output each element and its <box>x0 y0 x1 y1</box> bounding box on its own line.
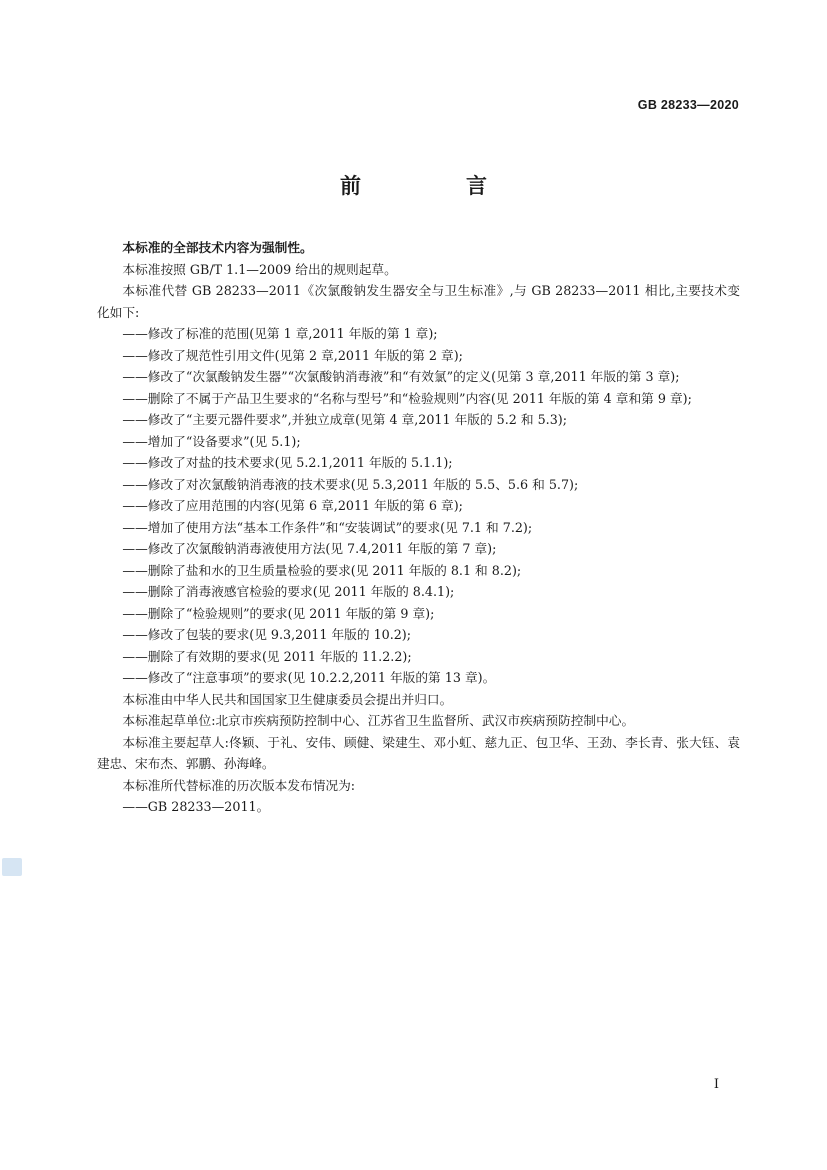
change-item-13: ——删除了消毒液感官检验的要求(见 2011 年版的 8.4.1); <box>122 584 455 599</box>
page-number: I <box>713 1077 719 1092</box>
replacement-paragraph: 本标准代替 GB 28233—2011《次氯酸钠发生器安全与卫生标准》,与 GB 28233—2011 相比,主要技术变化如下: <box>97 283 740 320</box>
change-item-7: ——修改了对盐的技术要求(见 5.2.1,2011 年版的 5.1.1); <box>122 455 453 470</box>
drafting-rules-paragraph: 本标准按照 GB/T 1.1—2009 给出的规则起草。 <box>122 261 397 277</box>
change-item-14: ——删除了“检验规则”的要求(见 2011 年版的第 9 章); <box>122 605 435 621</box>
drafters-paragraph: 本标准主要起草人:佟颖、于礼、安伟、顾健、梁建生、邓小虹、慈九正、包卫华、王劲、李长青、张大钰、袁建忠、宋布杰、郭鹏、孙海峰。 <box>97 734 740 771</box>
changes-list <box>97 323 740 689</box>
watermark-stamp <box>2 858 22 876</box>
change-item-15: ——修改了包装的要求(见 9.3,2011 年版的 10.2); <box>122 627 412 642</box>
foreword-body <box>97 237 740 818</box>
change-item-10: ——增加了使用方法“基本工作条件”和“安装调试”的要求(见 7.1 和 7.2); <box>122 519 533 535</box>
change-item-16: ——删除了有效期的要求(见 2011 年版的 11.2.2); <box>122 648 412 664</box>
change-item-9: ——修改了应用范围的内容(见第 6 章,2011 年版的第 6 章); <box>122 498 463 513</box>
page-title: 前 言 <box>340 174 529 198</box>
change-item-12: ——删除了盐和水的卫生质量检验的要求(见 2011 年版的 8.1 和 8.2); <box>122 562 522 578</box>
change-item-2: ——修改了规范性引用文件(见第 2 章,2011 年版的第 2 章); <box>122 347 463 363</box>
change-item-11: ——修改了次氯酸钠消毒液使用方法(见 7.4,2011 年版的第 7 章); <box>122 541 497 556</box>
change-item-8: ——修改了对次氯酸钠消毒液的技术要求(见 5.3,2011 年版的 5.5、5.6 和 5.7); <box>122 476 579 492</box>
proposer-paragraph: 本标准由中华人民共和国国家卫生健康委员会提出并归口。 <box>122 691 453 707</box>
history-item: ——GB 28233—2011。 <box>122 799 270 814</box>
drafting-units-paragraph: 本标准起草单位:北京市疾病预防控制中心、江苏省卫生监督所、武汉市疾病预防控制中心。 <box>122 713 635 728</box>
history-intro-paragraph: 本标准所代替标准的历次版本发布情况为: <box>122 777 356 793</box>
change-item-6: ——增加了“设备要求”(见 5.1); <box>122 433 301 449</box>
mandatory-statement: 本标准的全部技术内容为强制性。 <box>122 240 313 255</box>
change-item-5: ——修改了“主要元器件要求”,并独立成章(见第 4 章,2011 年版的 5.2 和 5.3); <box>122 412 568 427</box>
change-item-1: ——修改了标准的范围(见第 1 章,2011 年版的第 1 章); <box>122 326 438 341</box>
change-item-4: ——删除了不属于产品卫生要求的“名称与型号”和“检验规则”内容(见 2011 年版的第 4 章和第 9 章); <box>122 390 692 406</box>
change-item-3: ——修改了“次氯酸钠发生器”“次氯酸钠消毒液”和“有效氯”的定义(见第 3 章,2011 年版的第 3 章); <box>122 369 680 384</box>
change-item-17: ——修改了“注意事项”的要求(见 10.2.2,2011 年版的第 13 章)。 <box>122 670 496 685</box>
standard-code: GB 28233—2020 <box>637 98 739 112</box>
